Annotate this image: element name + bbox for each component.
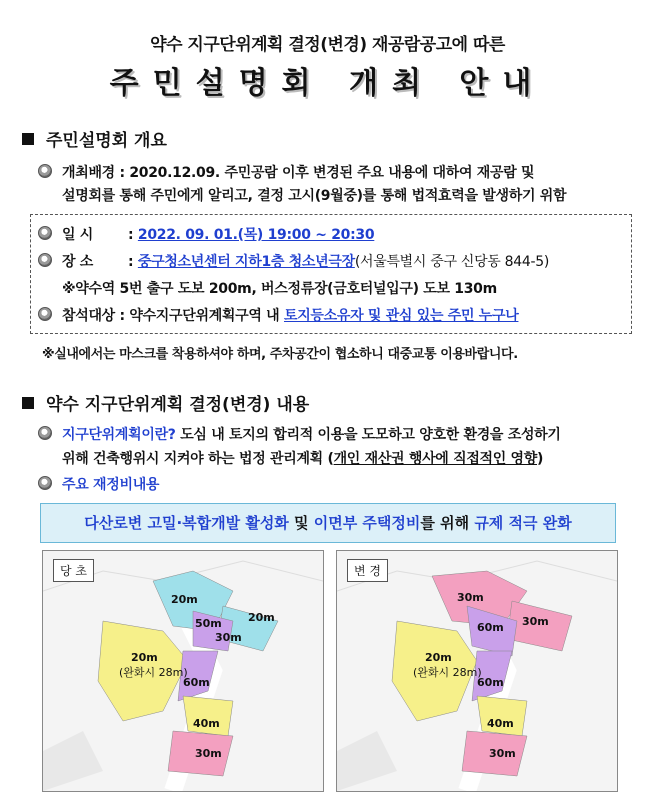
square-bullet-icon	[22, 397, 34, 409]
key-changes-banner: 다산로변 고밀·복합개발 활성화 및 이면부 주택정비를 위해 규제 적극 완화	[40, 503, 616, 543]
height-label: 20m	[131, 651, 158, 664]
height-label-relaxed: (완화시 28m)	[413, 666, 482, 679]
height-label-relaxed: (완화시 28m)	[119, 666, 188, 679]
height-label: 30m	[215, 631, 242, 644]
circle-bullet-icon	[38, 164, 52, 178]
height-label: 60m	[477, 676, 504, 689]
height-label: 40m	[193, 717, 220, 730]
height-label: 20m	[425, 651, 452, 664]
circle-bullet-icon	[38, 476, 52, 490]
place-value: 중구청소년센터 지하1층 청소년극장	[137, 254, 355, 270]
definition-line-2: 위해 건축행위시 지켜야 하는 법정 관리계획 (개인 재산권 행사에 직접적인 영향)	[62, 451, 544, 467]
datetime-row: 일 시 : 2022. 09. 01.(목) 19:00 ~ 20:30	[38, 224, 374, 244]
height-label: 20m	[248, 611, 275, 624]
height-label: 30m	[522, 615, 549, 628]
background-line-2: 설명회를 통해 주민에게 알리고, 결정 고시(9월중)를 통해 법적효력을 발생하기 위함	[62, 188, 567, 204]
height-label: 40m	[487, 717, 514, 730]
height-label: 60m	[477, 621, 504, 634]
section-heading-overview: 주민설명회 개요	[22, 126, 167, 151]
circle-bullet-icon	[38, 307, 52, 321]
background-line-1: 개최배경 : 2020.12.09. 주민공람 이후 변경된 주요 내용에 대하여 재공람 및	[38, 162, 534, 182]
place-address: (서울특별시 중구 신당동 844-5)	[354, 254, 550, 270]
zoning-map-after	[336, 550, 618, 792]
notice-subtitle: 약수 지구단위계획 결정(변경) 재공람공고에 따른	[150, 35, 505, 55]
zoning-map-before	[42, 550, 324, 792]
datetime-value: 2022. 09. 01.(목) 19:00 ~ 20:30	[137, 227, 375, 243]
height-label: 20m	[171, 593, 198, 606]
square-bullet-icon	[22, 133, 34, 145]
height-label: 30m	[457, 591, 484, 604]
definition-line-1: 지구단위계획이란? 도심 내 토지의 합리적 이용을 도모하고 양호한 환경을 조성하기	[38, 424, 561, 444]
main-changes-label: 주요 재정비내용	[38, 474, 159, 494]
height-label: 50m	[195, 617, 222, 630]
section-heading-plan: 약수 지구단위계획 결정(변경) 내용	[22, 390, 309, 415]
circle-bullet-icon	[38, 253, 52, 267]
height-label: 30m	[195, 747, 222, 760]
attendees-value: 토지등소유자 및 관심 있는 주민 누구나	[283, 308, 519, 324]
transit-info: ※약수역 5번 출구 도보 200m, 버스정류장(금호터널입구) 도보 130m	[62, 281, 497, 297]
height-label: 60m	[183, 676, 210, 689]
attendees-row: 참석대상 : 약수지구단위계획구역 내 토지등소유자 및 관심 있는 주민 누구나	[38, 305, 518, 325]
notice-title: 주민설명회 개최 안내	[109, 66, 546, 101]
circle-bullet-icon	[38, 426, 52, 440]
place-row: 장 소 : 중구청소년센터 지하1층 청소년극장(서울특별시 중구 신당동 844-5)	[38, 251, 549, 271]
map-tag-after: 변 경	[347, 559, 388, 582]
circle-bullet-icon	[38, 226, 52, 240]
height-label: 30m	[489, 747, 516, 760]
map-tag-before: 당 초	[53, 559, 94, 582]
mask-parking-notice: ※실내에서는 마스크를 착용하셔야 하며, 주차공간이 협소하니 대중교통 이용바랍니다.	[42, 347, 518, 362]
